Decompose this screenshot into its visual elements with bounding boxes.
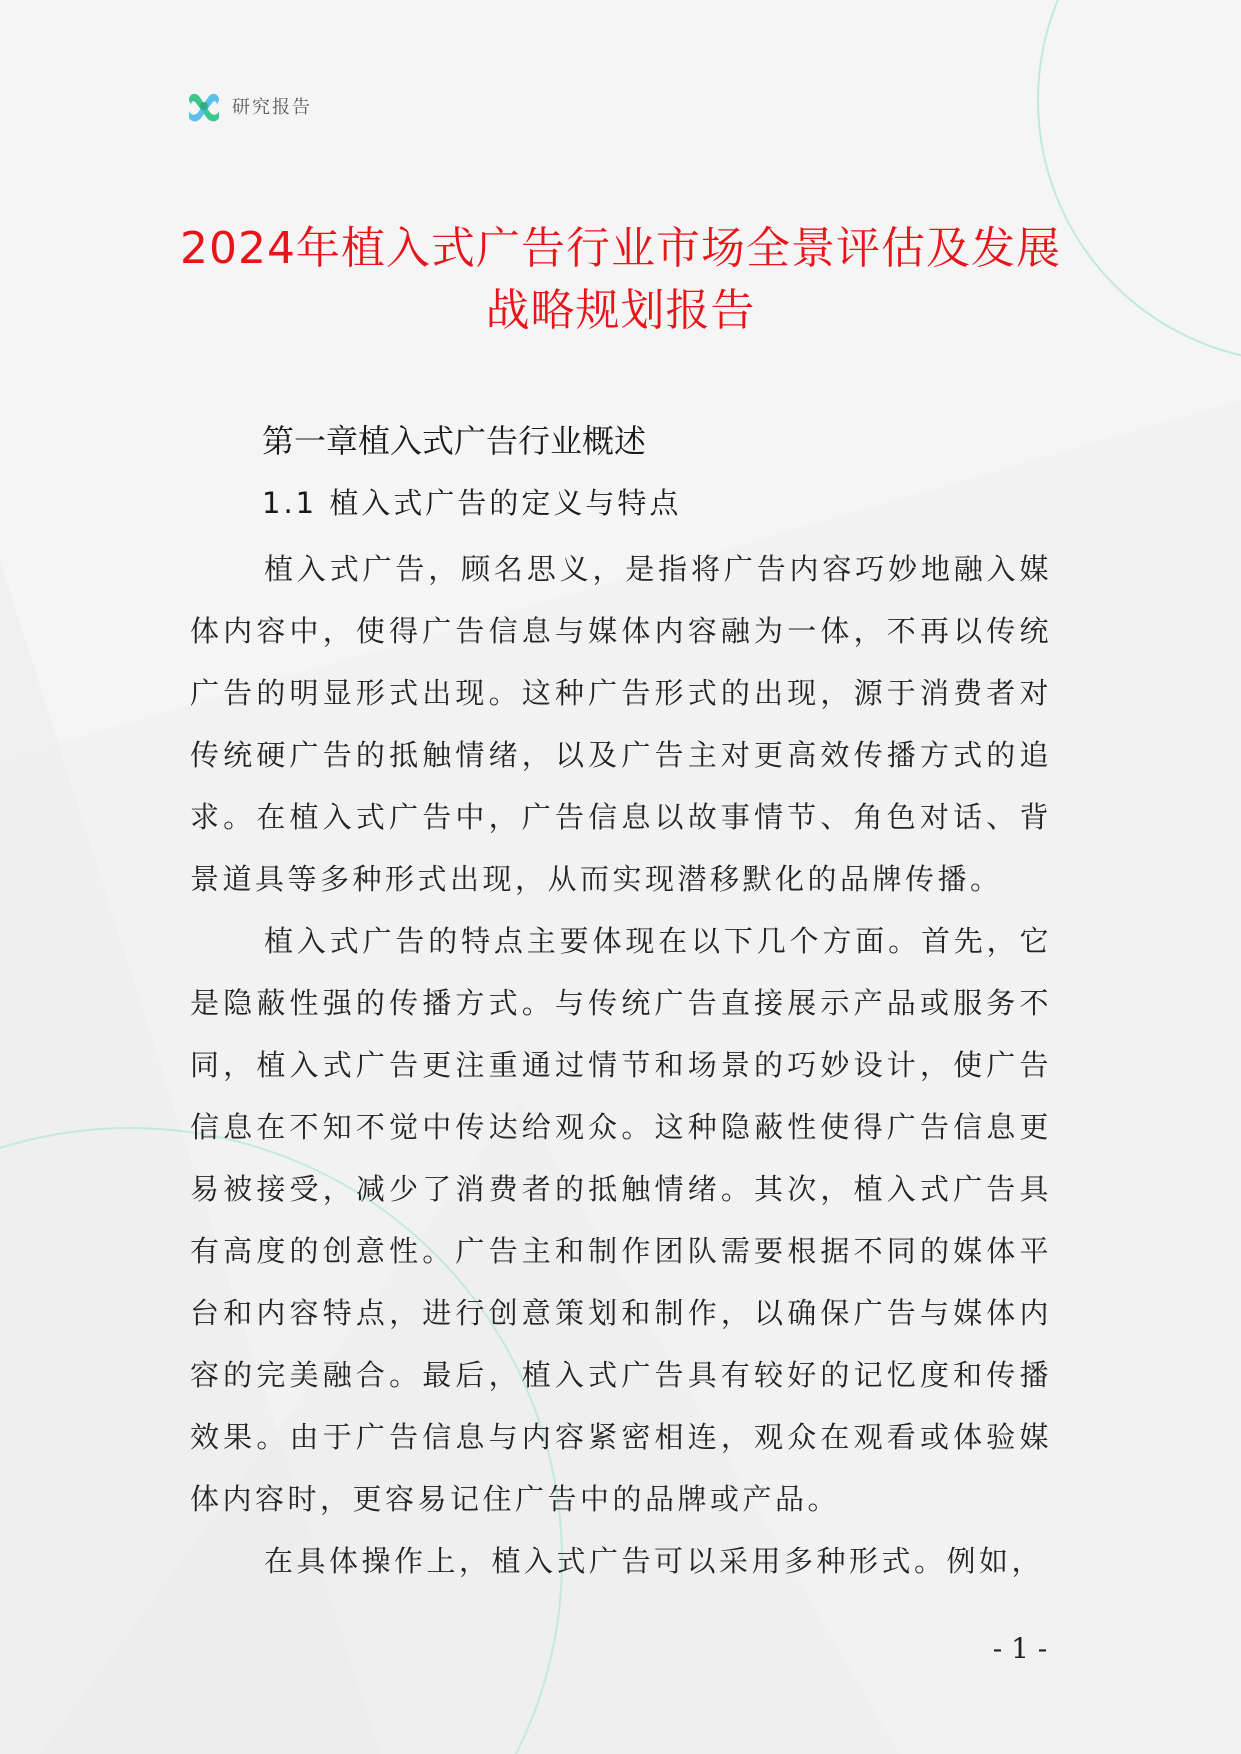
brand-header [186, 88, 312, 124]
paragraph: 植入式广告，顾名思义，是指将广告内容巧妙地融入媒体内容中，使得广告信息与媒体内容融为一体，不再以传统广告的明显形式出现。这种广告形式的出现，源于消费者对传统硬广告的抵触情绪，以及广告主对更高效传播方式的追求。在植入式广告中，广告信息以故事情节、角色对话、背景道具等多种形式出现，从而实现潜移默化的品牌传播。 [190, 552, 1052, 896]
section-heading: 1.1 植入式广告的定义与特点 [262, 486, 682, 520]
brand-logo-icon [186, 88, 222, 124]
paragraph: 在具体操作上，植入式广告可以采用多种形式。例如， [264, 1544, 1045, 1578]
document-title: 2024年植入式广告行业市场全景评估及发展战略规划报告 [180, 223, 1061, 336]
brand-text: 研究报告 [232, 97, 312, 118]
body-text [190, 538, 1052, 1592]
paragraph: 植入式广告的特点主要体现在以下几个方面。首先，它是隐蔽性强的传播方式。与传统广告直接展示产品或服务不同，植入式广告更注重通过情节和场景的巧妙设计，使广告信息在不知不觉中传达给观众。这种隐蔽性使得广告信息更易被接受，减少了消费者的抵触情绪。其次，植入式广告具有高度的创意性。广告主和制作团队需要根据不同的媒体平台和内容特点，进行创意策划和制作，以确保广告与媒体内容的完美融合。最后，植入式广告具有较好的记忆度和传播效果。由于广告信息与内容紧密相连，观众在观看或体验媒体内容时，更容易记住广告中的品牌或产品。 [190, 924, 1052, 1516]
chapter-heading: 第一章植入式广告行业概述 [262, 422, 647, 460]
page-number: - 1 - [992, 1632, 1048, 1665]
